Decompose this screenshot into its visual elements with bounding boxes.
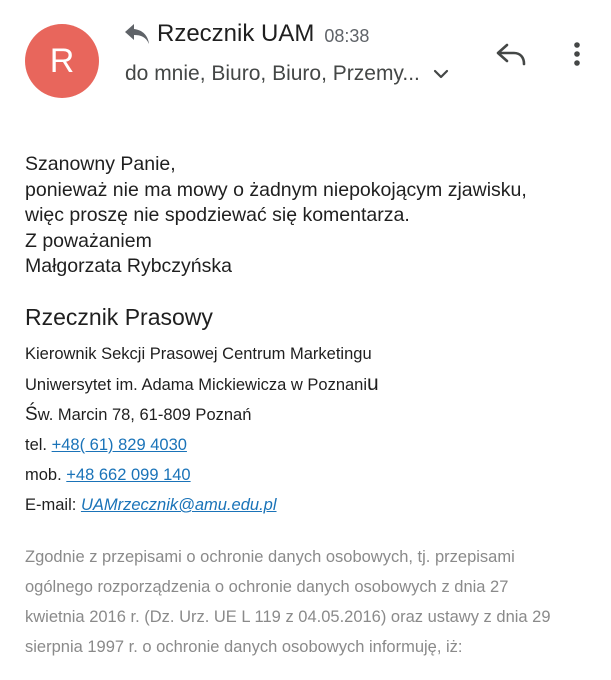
legal-line: Zgodnie z przepisami o ochronie danych osobowych, tj. przepisami — [25, 548, 515, 566]
recipients-toggle[interactable] — [125, 62, 450, 86]
avatar-letter: R — [49, 41, 75, 80]
signature-title: Rzecznik Prasowy — [25, 304, 213, 330]
more-vert-icon[interactable] — [566, 40, 588, 70]
body-line: więc proszę nie spodziewać się komentarza. — [25, 204, 410, 226]
mob-label: mob. — [25, 466, 62, 484]
signature-block — [25, 339, 379, 520]
signature-university — [25, 369, 379, 400]
signature-mob — [25, 460, 379, 490]
legal-line: sierpnia 1997 r. o ochronie danych osobowych informuję, iż: — [25, 638, 463, 656]
tel-link[interactable]: +48( 61) 829 4030 — [51, 436, 187, 454]
legal-line: ogólnego rozporządzenia o ochronie danych osobowych z dnia 27 — [25, 578, 509, 596]
chevron-down-icon — [432, 65, 450, 83]
email-label: E-mail: — [25, 496, 77, 514]
legal-line: kwietnia 2016 r. (Dz. Urz. UE L 119 z 04.05.2016) oraz ustawy z dnia 29 — [25, 608, 551, 626]
signature-position: Kierownik Sekcji Prasowej Centrum Marketingu — [25, 345, 372, 363]
mob-link[interactable]: +48 662 099 140 — [66, 466, 191, 484]
greeting: Szanowny Panie, — [25, 153, 176, 175]
sender-avatar[interactable] — [25, 24, 99, 98]
address-text: w. Marcin 78, 61-809 Poznań — [37, 406, 252, 424]
university-name-last-letter: u — [367, 372, 379, 395]
closing: Z poważaniem — [25, 229, 152, 252]
sender-row — [123, 20, 369, 48]
reply-icon[interactable] — [494, 40, 528, 70]
recipients-list: do mnie, Biuro, Biuro, Przemy... — [125, 62, 420, 85]
tel-label: tel. — [25, 436, 48, 454]
email-link[interactable]: UAMrzecznik@amu.edu.pl — [80, 496, 277, 514]
university-name: Uniwersytet im. Adama Mickiewicza w Poznani — [25, 376, 368, 394]
signature-email — [25, 490, 379, 520]
address-first-letter: Ś — [25, 404, 38, 425]
legal-notice — [25, 542, 600, 662]
signature-tel — [25, 430, 379, 460]
author-name: Małgorzata Rybczyńska — [25, 255, 232, 277]
reply-arrow-icon — [123, 21, 151, 47]
body-line: ponieważ nie ma mowy o żadnym niepokojącym zjawisku, — [25, 178, 527, 201]
message-time: 08:38 — [324, 25, 370, 46]
sender-name[interactable]: Rzecznik UAM — [157, 20, 315, 47]
signature-address — [25, 400, 379, 430]
message-header — [0, 0, 611, 110]
message-body — [25, 152, 527, 280]
